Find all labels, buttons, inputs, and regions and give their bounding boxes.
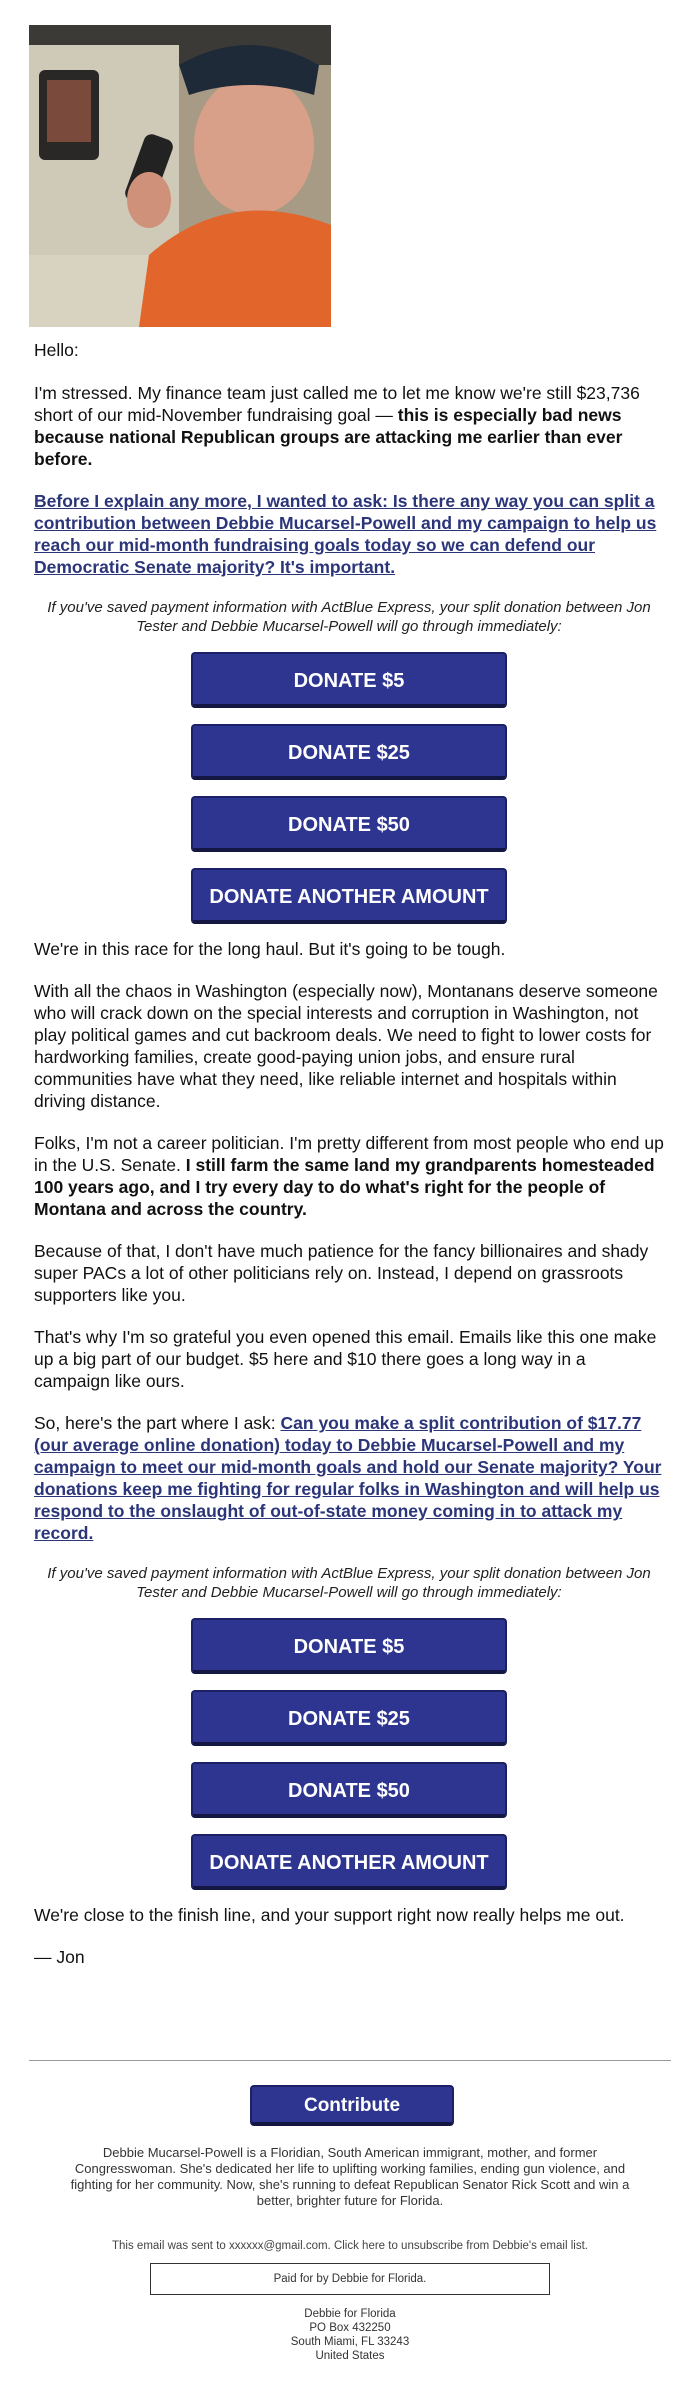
donate-50-button-2[interactable]: DONATE $50 [191,1762,507,1818]
paragraph-ask-1 [34,490,664,578]
donate-other-button-2[interactable]: DONATE ANOTHER AMOUNT [191,1834,507,1890]
donate-other-button[interactable]: DONATE ANOTHER AMOUNT [191,868,507,924]
paragraph-long-haul: We're in this race for the long haul. But it's going to be tough. [34,939,506,959]
signoff: — Jon [34,1947,85,1967]
paragraph-chaos: With all the chaos in Washington (especially now), Montanans deserve someone who will crack down on the special interests and corruption in Washington, not play political games and cut backroom deals. We need to fight to lower costs for hardworking families, create good-paying union jobs, and ensure rural communities have what they need, like reliable internet and hospitals within driving distance. [34,981,658,1111]
greeting: Hello: [34,340,79,360]
hero-photo-art [29,25,331,327]
paragraph-close: We're close to the finish line, and your support right now really helps me out. [34,1905,625,1925]
donate-50-button[interactable]: DONATE $50 [191,796,507,852]
ask-link-1[interactable]: Before I explain any more, I wanted to ask: Is there any way you can split a contribution between Debbie Mucarsel-Powell and my campaign to help us reach our mid-month fundraising goals today so we can defend our Democratic Senate majority? It's important. [34,491,657,577]
paragraph-because: Because of that, I don't have much patience for the fancy billionaires and shady super PACs a lot of other politicians rely on. Instead, I depend on grassroots supporters like you. [34,1241,649,1305]
intro-bold-text: this is especially bad news because national Republican groups are attacking me earlier than ever before. [34,405,623,469]
contribute-button[interactable]: Contribute [250,2085,454,2126]
paragraph-intro [34,382,664,470]
address-line: PO Box 432250 [309,2322,391,2334]
donate-5-button[interactable]: DONATE $5 [191,652,507,708]
intro-text: I'm stressed. My finance team just called me to let me know we're still $23,736 short of our mid-November fundraising goal — [34,383,640,425]
footer-divider [29,2060,671,2061]
mailing-address [29,2307,671,2363]
ask-link-2[interactable]: Can you make a split contribution of $17.77 (our average online donation) today to Debbie Mucarsel-Powell and my campaign to meet our mid-month goals and hold our Senate majority? Your donations keep me fighting for regular folks in Washington and will help us respond to the onslaught of out-of-state money coming in to attack my record. [34,1413,662,1543]
ask-2-text: So, here's the part where I ask: [34,1413,281,1433]
footer-bio: Debbie Mucarsel-Powell is a Floridian, South American immigrant, mother, and former Congresswoman. She's dedicated her life to uplifting working families, ending gun violence, and fighting for her community. Now, she's running to defeat Republican Senator Rick Scott and win a better, brighter future for Florida. [70,2145,630,2208]
donate-25-button[interactable]: DONATE $25 [191,724,507,780]
address-line: South Miami, FL 33243 [290,2336,410,2348]
folks-bold-text: I still farm the same land my grandparents homesteaded 100 years ago, and I try every day to do what's right for the people of Montana and across the country. [34,1155,655,1219]
paragraph-ask-2 [34,1412,664,1544]
paragraph-grateful: That's why I'm so grateful you even opened this email. Emails like this one make up a big part of our budget. $5 here and $10 there goes a long way in a campaign like ours. [34,1327,657,1391]
donate-5-button-2[interactable]: DONATE $5 [191,1618,507,1674]
folks-text: Folks, I'm not a career politician. I'm pretty different from most people who end up in the U.S. Senate. [34,1133,664,1175]
unsubscribe-notice[interactable]: This email was sent to xxxxxx@gmail.com. Click here to unsubscribe from Debbie's email list. [112,2240,588,2252]
email-body [29,25,669,1988]
paragraph-folks [34,1132,664,1220]
express-note-1: If you've saved payment information with ActBlue Express, your split donation between Jon Tester and Debbie Mucarsel-Powell will go through immediately: [47,599,651,635]
donate-25-button-2[interactable]: DONATE $25 [191,1690,507,1746]
address-line: Debbie for Florida [304,2308,396,2320]
address-line: United States [315,2350,385,2362]
paid-for-box: Paid for by Debbie for Florida. [150,2263,550,2295]
hero-photo [29,25,331,327]
express-note-2: If you've saved payment information with ActBlue Express, your split donation between Jon Tester and Debbie Mucarsel-Powell will go through immediately: [47,1565,651,1601]
